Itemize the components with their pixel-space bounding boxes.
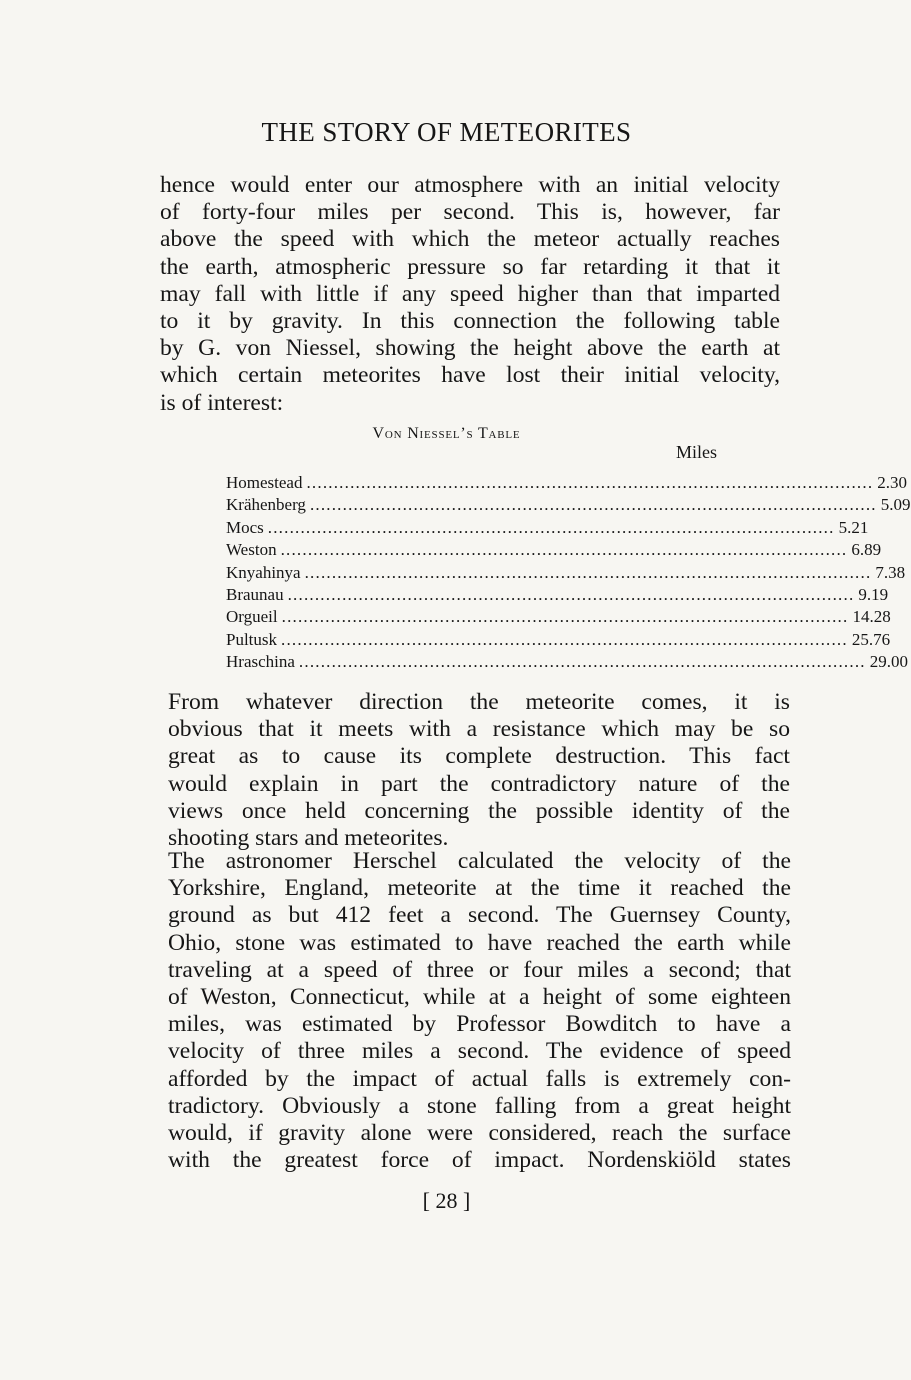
table-row	[226, 606, 891, 628]
meteorite-name: Orgueil	[226, 607, 278, 627]
table-title: Von Niessel’s Table	[372, 425, 521, 442]
paragraph-3-line: traveling at a speed of three or four miles a second; that	[168, 956, 791, 983]
paragraph-1-line: hence would enter our atmosphere with an initial velocity	[160, 172, 780, 198]
miles-value: 2.30	[877, 473, 908, 492]
paragraph-1-line: above the speed with which the meteor actually reaches	[160, 226, 780, 253]
dot-leader: ........................................................................................................	[281, 607, 849, 627]
meteorite-name: Homestead	[226, 473, 303, 492]
meteorite-name: Knyahinya	[226, 562, 301, 582]
dot-leader: ........................................................................................................	[287, 584, 855, 604]
paragraph-3-line: The astronomer Herschel calculated the velocity of the	[168, 848, 791, 874]
dot-leader: ........................................................................................................	[309, 495, 877, 515]
table-row	[226, 584, 889, 606]
velocity-table	[226, 472, 911, 674]
paragraph-1	[160, 172, 780, 417]
table-row	[226, 562, 906, 584]
meteorite-name: Mocs	[226, 517, 264, 537]
table-row	[226, 472, 908, 494]
paragraph-1-line: which certain meteorites have lost their initial velocity,	[160, 362, 780, 389]
paragraph-3-line: with the greatest force of impact. Nordenskiöld states	[168, 1147, 791, 1174]
paragraph-2	[168, 689, 790, 852]
dot-leader: ........................................................................................................	[281, 629, 848, 649]
miles-value: 5.21	[838, 517, 869, 537]
miles-value: 6.89	[851, 540, 882, 560]
paragraph-2-line: views once held concerning the possible identity of the	[168, 797, 790, 824]
paragraph-2-line: great as to cause its complete destruction. This fact	[168, 743, 790, 770]
running-head: THE STORY OF METEORITES	[261, 117, 632, 147]
paragraph-3-line: ground as but 412 feet a second. The Guernsey County,	[168, 902, 791, 929]
dot-leader: ........................................................................................................	[306, 473, 874, 492]
miles-value: 29.00	[869, 652, 908, 672]
table-row	[226, 651, 908, 673]
paragraph-3-line: of Weston, Connecticut, while at a height of some eighteen	[168, 984, 791, 1011]
table-unit-header: Miles	[676, 442, 718, 462]
paragraph-1-line: by G. von Niessel, showing the height above the earth at	[160, 335, 780, 362]
miles-value: 25.76	[851, 629, 891, 649]
miles-value: 5.09	[880, 495, 911, 515]
miles-value: 9.19	[858, 584, 889, 604]
dot-leader: ........................................................................................................	[298, 652, 866, 672]
meteorite-name: Hraschina	[226, 652, 295, 672]
paragraph-2-line: From whatever direction the meteorite comes, it is	[168, 689, 790, 715]
table-row	[226, 517, 869, 539]
table-row	[226, 629, 891, 651]
table-row	[226, 494, 911, 516]
dot-leader: ........................................................................................................	[280, 540, 848, 560]
paragraph-3-line: velocity of three miles a second. The evidence of speed	[168, 1038, 791, 1065]
paragraph-3-line: afforded by the impact of actual falls is extremely con-	[168, 1065, 791, 1092]
miles-value: 7.38	[875, 562, 906, 582]
meteorite-name: Braunau	[226, 584, 284, 604]
paragraph-2-line: obvious that it meets with a resistance which may be so	[168, 716, 790, 743]
paragraph-1-line: may fall with little if any speed higher than that imparted	[160, 280, 780, 307]
table-row	[226, 539, 882, 561]
paragraph-3	[168, 848, 791, 1174]
paragraph-3-line: would, if gravity alone were considered, reach the surface	[168, 1120, 791, 1147]
paragraph-2-line: shooting stars and meteorites.	[168, 825, 449, 852]
paragraph-1-line: is of interest:	[160, 389, 284, 416]
paragraph-1-line: of forty-four miles per second. This is, however, far	[160, 199, 780, 226]
paragraph-2-line: would explain in part the contradictory nature of the	[168, 770, 790, 797]
paragraph-3-line: tradictory. Obviously a stone falling from a great height	[168, 1092, 791, 1119]
dot-leader: ........................................................................................................	[267, 517, 835, 537]
meteorite-name: Weston	[226, 540, 277, 560]
paragraph-3-line: miles, was estimated by Professor Bowditch to have a	[168, 1011, 791, 1038]
meteorite-name: Pultusk	[226, 629, 278, 649]
paragraph-3-line: Ohio, stone was estimated to have reached the earth while	[168, 929, 791, 956]
miles-value: 14.28	[852, 607, 891, 627]
paragraph-1-line: the earth, atmospheric pressure so far retarding it that it	[160, 253, 780, 280]
dot-leader: ........................................................................................................	[304, 562, 872, 582]
meteorite-name: Krähenberg	[226, 495, 306, 515]
paragraph-3-line: Yorkshire, England, meteorite at the time it reached the	[168, 875, 791, 902]
paragraph-1-line: to it by gravity. In this connection the following table	[160, 308, 780, 335]
page-number: [ 28 ]	[422, 1188, 471, 1213]
